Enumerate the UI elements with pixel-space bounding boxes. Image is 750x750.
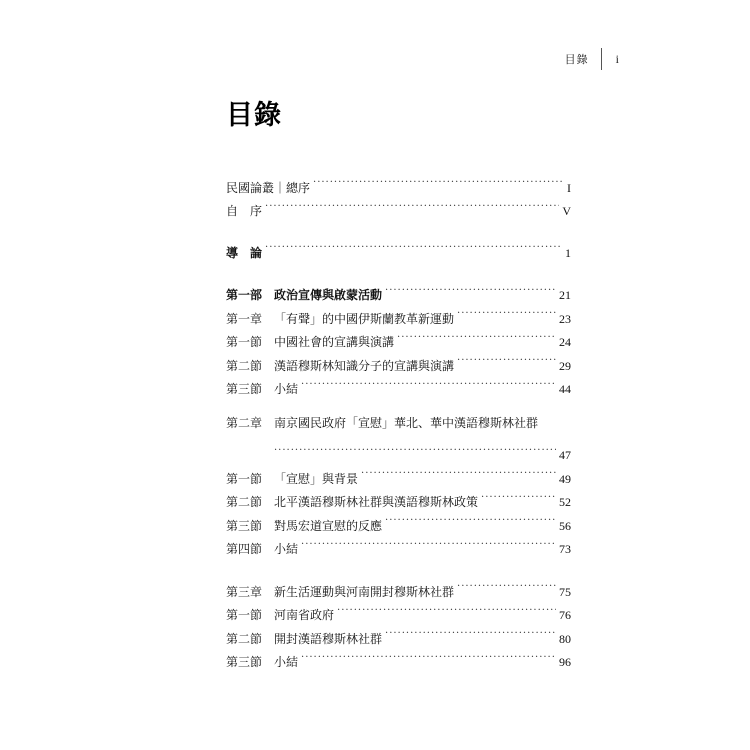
toc-entry-part-1[interactable] — [226, 276, 571, 300]
toc-entry-chapter-2[interactable] — [226, 412, 571, 436]
dot-leader — [265, 192, 559, 216]
toc-entry-chapter-3[interactable] — [226, 572, 571, 599]
header-divider — [601, 48, 602, 70]
toc-entry-title: 新生活運動與河南開封穆斯林社群 — [274, 584, 455, 599]
toc-entry-title: 開封漢語穆斯林社群 — [274, 631, 383, 646]
toc-entry-page: 23 — [559, 311, 571, 326]
dot-leader — [301, 643, 556, 667]
toc-entry-title: 政治宣傳與啟蒙活動 — [274, 288, 383, 302]
dot-leader — [457, 346, 556, 370]
toc-entry-label: 第三節 — [226, 518, 263, 533]
toc-entry-title: 小結 — [274, 542, 299, 556]
dot-leader — [397, 323, 556, 347]
toc-entry-label: 第三節 — [226, 382, 263, 396]
toc-entry-page: 76 — [559, 608, 571, 622]
toc-entry-section[interactable] — [226, 346, 571, 373]
toc-entry-page: V — [562, 204, 571, 218]
toc-entry-preface-author[interactable] — [226, 192, 571, 216]
toc-entry-title: 自 序 — [226, 204, 263, 218]
toc-entry-label: 第三章 — [226, 584, 263, 599]
toc-entry-introduction[interactable] — [226, 233, 571, 260]
toc-entry-section[interactable] — [226, 370, 571, 394]
table-of-contents — [226, 168, 571, 669]
dot-leader — [481, 483, 556, 507]
toc-entry-label: 第四節 — [226, 542, 263, 556]
toc-entry-page: 29 — [559, 358, 571, 373]
toc-entry-label: 第一節 — [226, 608, 263, 622]
toc-entry-label: 第一部 — [226, 288, 263, 302]
dot-leader — [301, 370, 556, 394]
toc-entry-section[interactable] — [226, 483, 571, 507]
toc-entry-label: 第二節 — [226, 358, 263, 373]
toc-entry-page: 44 — [559, 382, 571, 396]
running-header — [565, 48, 619, 70]
toc-entry-section[interactable] — [226, 596, 571, 620]
toc-entry-title: 對馬宏道宣慰的反應 — [274, 518, 383, 533]
dot-leader — [457, 572, 556, 596]
toc-entry-page: 1 — [565, 245, 571, 260]
toc-entry-title: 「有聲」的中國伊斯蘭教革新運動 — [274, 311, 455, 326]
toc-entry-page: 49 — [559, 471, 571, 486]
toc-entry-page: 52 — [559, 495, 571, 509]
toc-entry-section[interactable] — [226, 323, 571, 347]
dot-leader — [313, 168, 564, 192]
toc-entry-page: 80 — [559, 631, 571, 646]
toc-entry-section[interactable] — [226, 506, 571, 533]
toc-entry-label: 第一章 — [226, 311, 263, 326]
toc-entry-title: 南京國民政府「宣慰」華北、華中漢語穆斯林社群 — [274, 416, 539, 430]
toc-entry-page: 75 — [559, 584, 571, 599]
toc-entry-page: 96 — [559, 655, 571, 669]
dot-leader — [385, 506, 556, 530]
toc-entry-title: 中國社會的宣講與演講 — [274, 335, 395, 349]
toc-entry-page: 47 — [559, 448, 571, 462]
toc-entry-section[interactable] — [226, 459, 571, 486]
toc-entry-preface-series[interactable] — [226, 168, 571, 195]
toc-entry-page: I — [567, 180, 571, 195]
dot-leader — [337, 596, 556, 620]
dot-leader — [385, 619, 556, 643]
toc-entry-label: 第一節 — [226, 471, 263, 486]
dot-leader — [385, 276, 556, 300]
dot-leader — [361, 459, 556, 483]
toc-entry-section[interactable] — [226, 643, 571, 667]
toc-entry-title: 導 論 — [226, 245, 263, 260]
toc-entry-title: 北平漢語穆斯林社群與漢語穆斯林政策 — [274, 495, 479, 509]
toc-entry-page: 73 — [559, 542, 571, 556]
toc-entry-page: 56 — [559, 518, 571, 533]
toc-entry-title: 小結 — [274, 382, 299, 396]
toc-entry-title: 民國論叢｜總序 — [226, 180, 311, 195]
toc-entry-label: 第二節 — [226, 631, 263, 646]
toc-entry-section[interactable] — [226, 619, 571, 646]
toc-entry-chapter-1[interactable] — [226, 299, 571, 326]
toc-entry-title: 漢語穆斯林知識分子的宣講與演講 — [274, 358, 455, 373]
dot-leader — [274, 436, 556, 460]
toc-entry-title: 小結 — [274, 655, 299, 669]
toc-entry-title: 「宣慰」與背景 — [274, 471, 359, 486]
toc-entry-label: 第二章 — [226, 416, 263, 430]
toc-entry-page: 21 — [559, 288, 571, 302]
toc-entry-page: 24 — [559, 335, 571, 349]
toc-entry-chapter-2-continued[interactable] — [226, 436, 571, 460]
toc-entry-label: 第二節 — [226, 495, 263, 509]
running-title: 目錄 — [564, 53, 589, 66]
toc-entry-title: 河南省政府 — [274, 608, 335, 622]
dot-leader — [265, 233, 562, 257]
dot-leader — [457, 299, 556, 323]
page-title: 目錄 — [226, 100, 282, 131]
toc-entry-label: 第三節 — [226, 655, 263, 669]
page-number: i — [615, 51, 619, 66]
toc-entry-section[interactable] — [226, 530, 571, 554]
toc-entry-label: 第一節 — [226, 335, 263, 349]
dot-leader — [301, 530, 556, 554]
